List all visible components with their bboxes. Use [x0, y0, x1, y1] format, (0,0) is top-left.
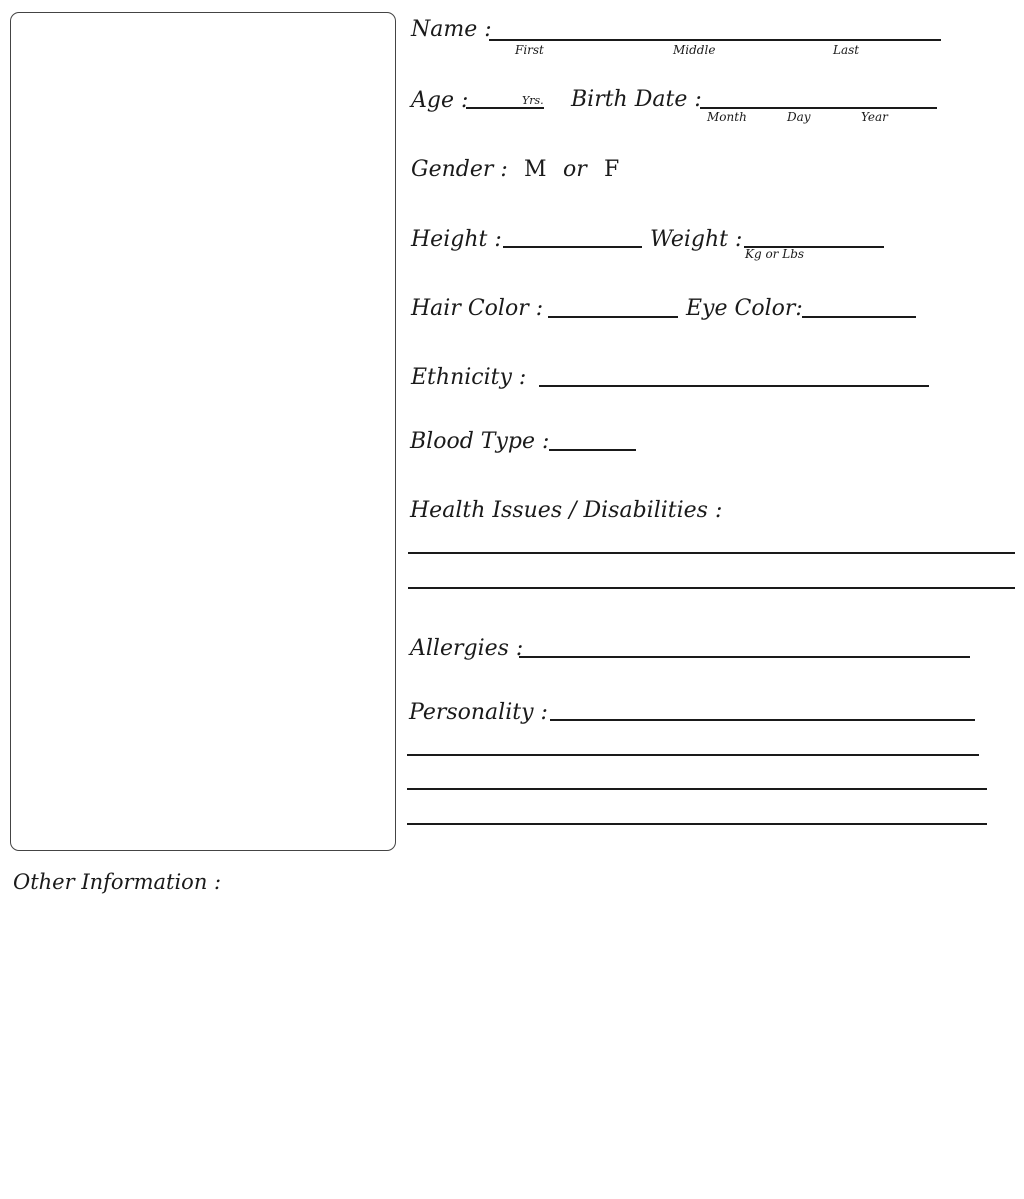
personality-label: Personality : — [409, 700, 548, 725]
health-issues-label: Health Issues / Disabilities : — [410, 498, 723, 523]
birth-date-line[interactable] — [700, 107, 937, 109]
personality-line-3[interactable] — [407, 788, 987, 790]
ethnicity-line[interactable] — [539, 385, 929, 387]
gender-label: Gender : — [411, 157, 508, 182]
allergies-line[interactable] — [519, 656, 970, 658]
allergies-label: Allergies : — [410, 636, 524, 661]
personality-line-1[interactable] — [550, 719, 975, 721]
other-information-area[interactable] — [10, 900, 1014, 1180]
personality-line-2[interactable] — [407, 754, 979, 756]
hair-color-label: Hair Color : — [411, 296, 544, 321]
hair-color-line[interactable] — [548, 316, 678, 318]
eye-color-label: Eye Color: — [686, 296, 803, 321]
gender-option-female[interactable]: F — [604, 157, 620, 182]
personality-line-4[interactable] — [407, 823, 987, 825]
age-label: Age : — [411, 88, 469, 113]
age-unit-sublabel: Yrs. — [522, 94, 544, 107]
name-first-sublabel: First — [515, 43, 544, 57]
weight-label: Weight : — [650, 227, 743, 252]
other-information-label: Other Information : — [13, 870, 222, 894]
name-last-sublabel: Last — [833, 43, 860, 57]
weight-unit-sublabel: Kg or Lbs — [745, 247, 805, 261]
eye-color-line[interactable] — [802, 316, 916, 318]
gender-or-text: or — [563, 157, 587, 182]
blood-type-line[interactable] — [549, 449, 636, 451]
ethnicity-label: Ethnicity : — [411, 365, 527, 390]
height-label: Height : — [411, 227, 502, 252]
birth-month-sublabel: Month — [707, 110, 747, 124]
health-issues-line-2[interactable] — [408, 587, 1015, 589]
gender-option-male[interactable]: M — [524, 157, 547, 182]
blood-type-label: Blood Type : — [410, 429, 550, 454]
name-line[interactable] — [489, 39, 941, 41]
name-middle-sublabel: Middle — [673, 43, 716, 57]
birth-year-sublabel: Year — [861, 110, 888, 124]
name-label: Name : — [411, 17, 492, 42]
birth-day-sublabel: Day — [787, 110, 811, 124]
health-issues-line-1[interactable] — [408, 552, 1015, 554]
birth-date-label: Birth Date : — [571, 87, 702, 112]
height-line[interactable] — [503, 246, 642, 248]
character-image-box — [10, 12, 396, 851]
